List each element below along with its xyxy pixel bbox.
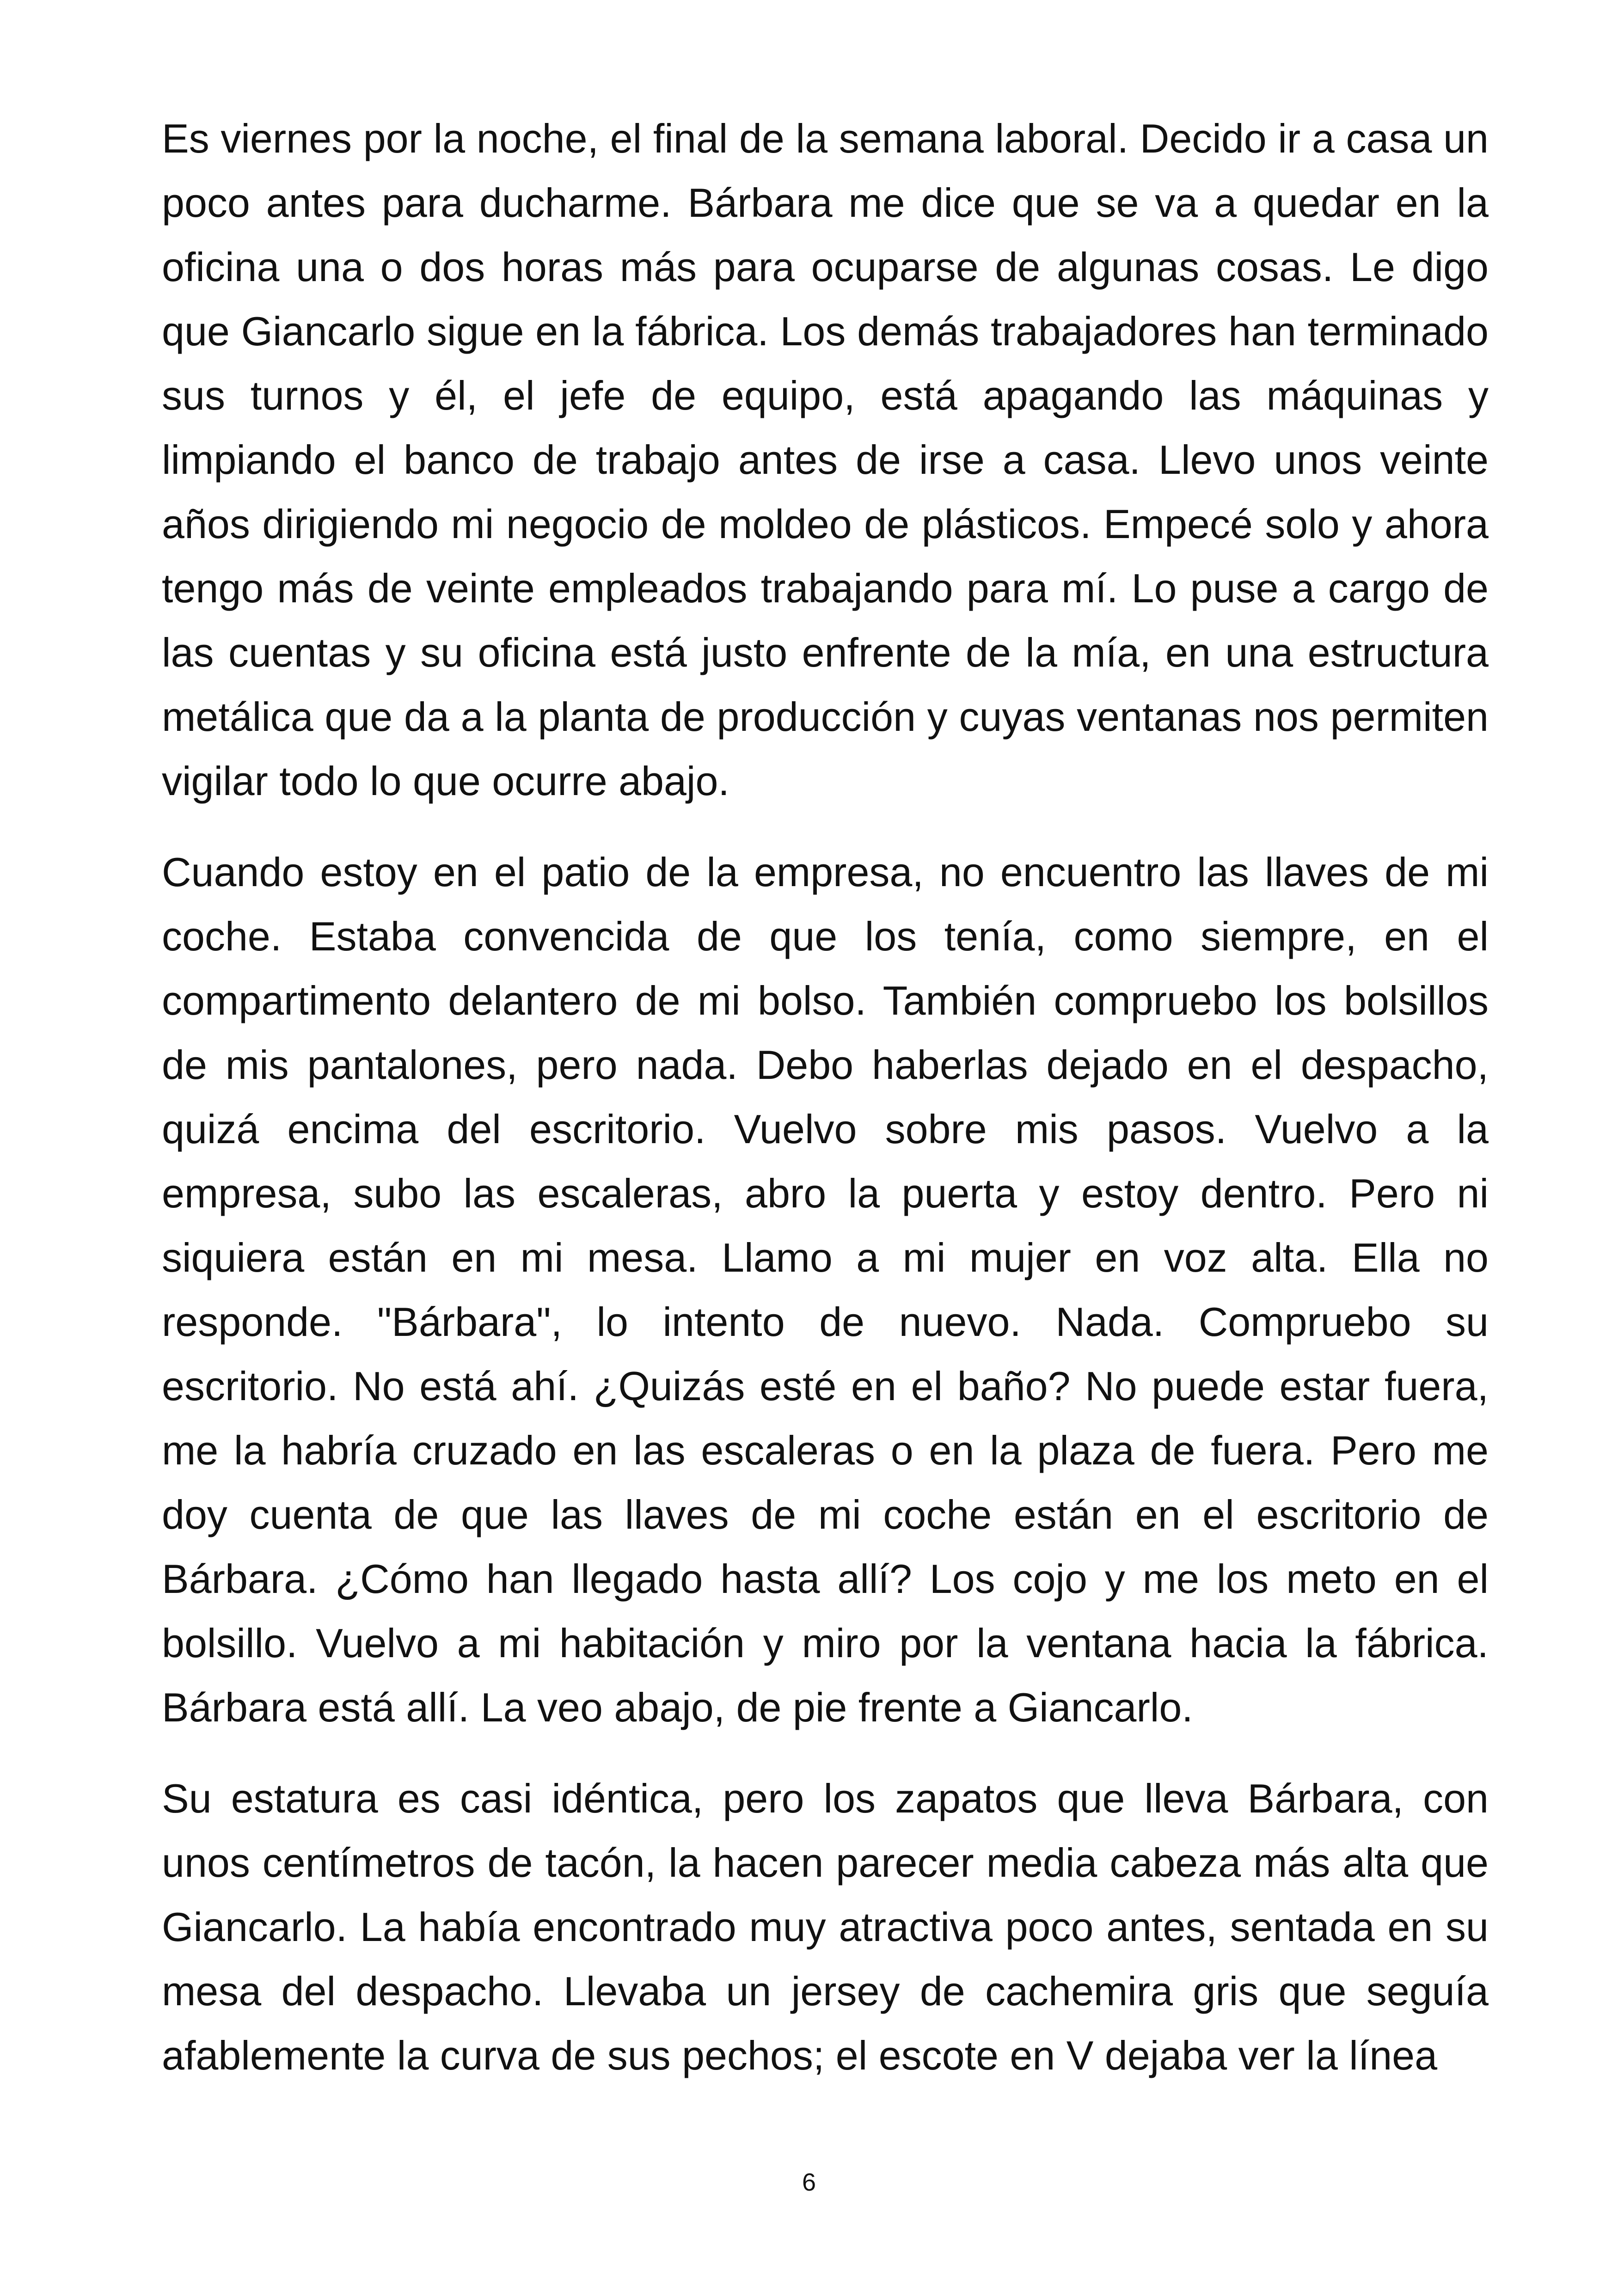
paragraph-1: Es viernes por la noche, el final de la semana laboral. Decido ir a casa un poco antes para ducharme. Bárbara me dice que se va a quedar en la oficina una o dos horas más para ocuparse de algunas cosas. Le digo que Giancarlo sigue en la fábrica. Los demás trabajadores han terminado sus turnos y él, el jefe de equipo, está apagando las máquinas y limpiando el banco de trabajo antes de irse a casa. Llevo unos veinte años dirigiendo mi negocio de moldeo de plásticos. Empecé solo y ahora tengo más de veinte empleados trabajando para mí. Lo puse a cargo de las cuentas y su oficina está justo enfrente de la mía, en una estructura metálica que da a la planta de producción y cuyas ventanas nos permiten vigilar todo lo que ocurre abajo. — [162, 116, 1489, 804]
page-number: 6 — [802, 2168, 816, 2196]
paragraph-2: Cuando estoy en el patio de la empresa, no encuentro las llaves de mi coche. Estaba convencida de que los tenía, como siempre, en el compartimento delantero de mi bolso. También compruebo los bolsillos de mis pantalones, pero nada. Debo haberlas dejado en el despacho, quizá encima del escritorio. Vuelvo sobre mis pasos. Vuelvo a la empresa, subo las escaleras, abro la puerta y estoy dentro. Pero ni siquiera están en mi mesa. Llamo a mi mujer en voz alta. Ella no responde. "Bárbara", lo intento de nuevo. Nada. Compruebo su escritorio. No está ahí. ¿Quizás esté en el baño? No puede estar fuera, me la habría cruzado en las escaleras o en la plaza de fuera. Pero me doy cuenta de que las llaves de mi coche están en el escritorio de Bárbara. ¿Cómo han llegado hasta allí? Los cojo y me los meto en el bolsillo. Vuelvo a mi habitación y miro por la ventana hacia la fábrica. Bárbara está allí. La veo abajo, de pie frente a Giancarlo. — [162, 849, 1489, 1730]
paragraph-3: Su estatura es casi idéntica, pero los zapatos que lleva Bárbara, con unos centímetros de tacón, la hacen parecer media cabeza más alta que Giancarlo. La había encontrado muy atractiva poco antes, sentada en su mesa del despacho. Llevaba un jersey de cachemira gris que seguía afablemente la curva de sus pechos; el escote en V dejaba ver la línea — [162, 1776, 1489, 2078]
body-text — [162, 106, 1489, 2088]
